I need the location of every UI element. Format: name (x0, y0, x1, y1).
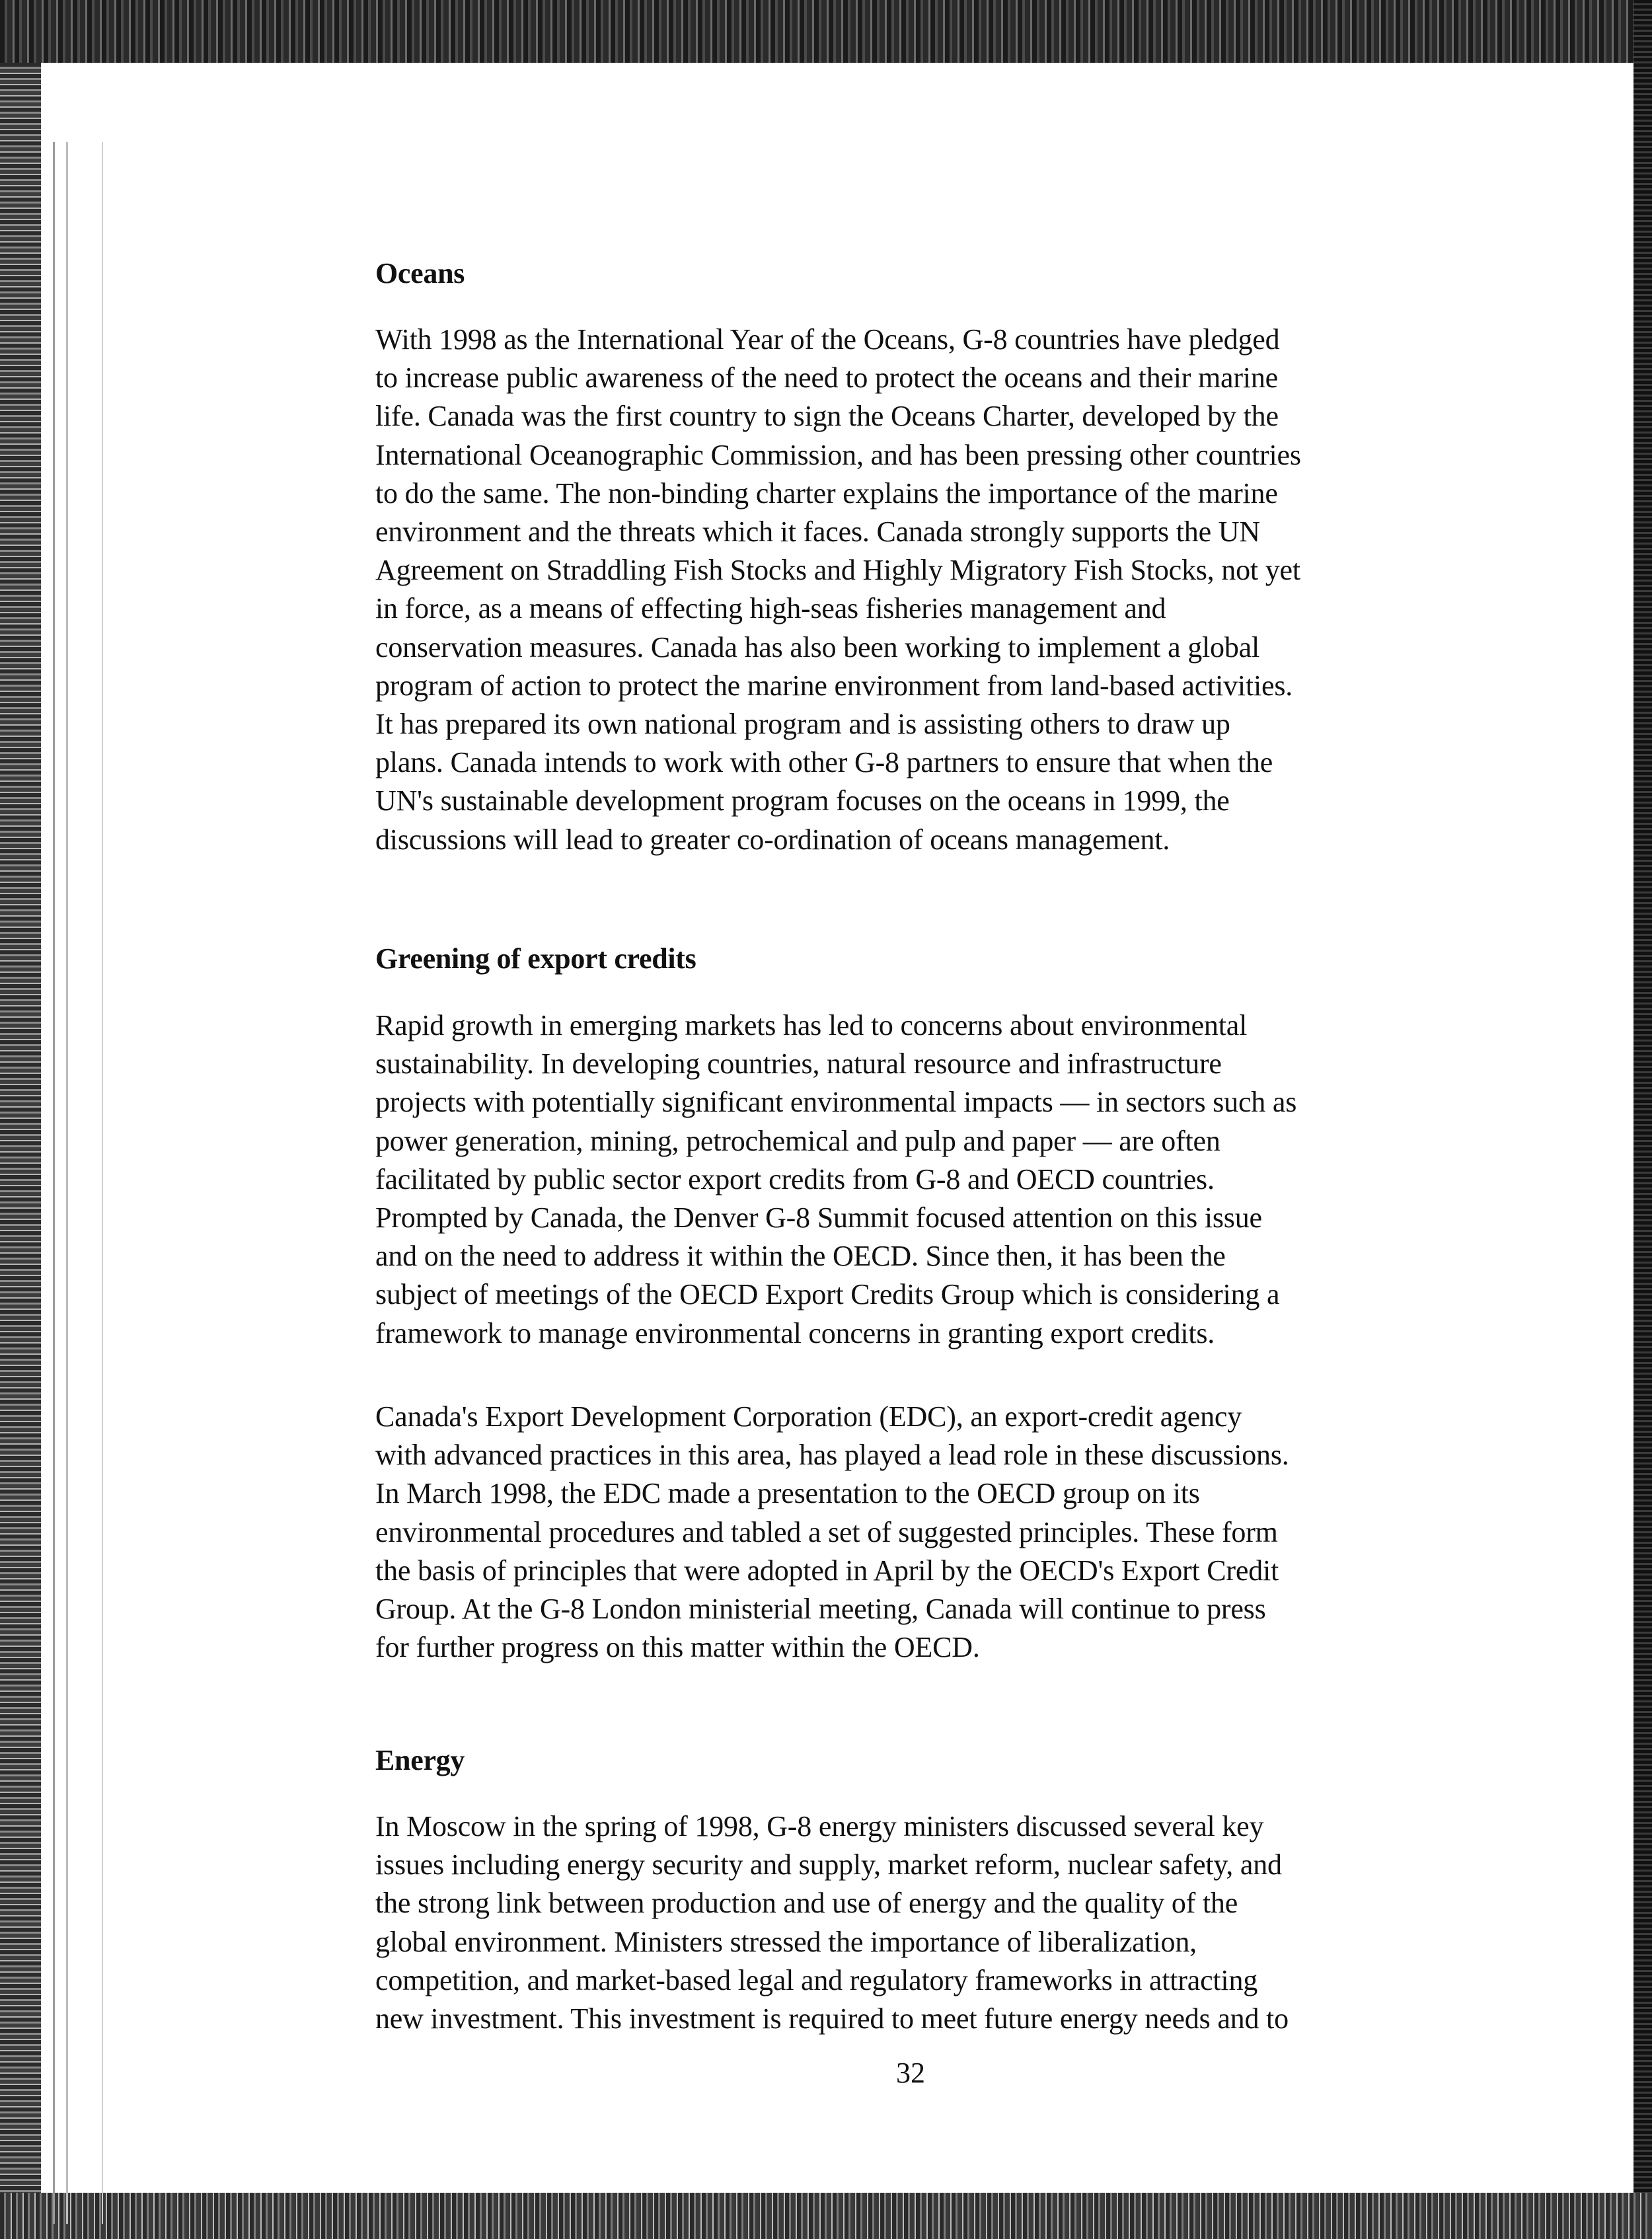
text-line: facilitated by public sector export credits from G-8 and OECD countries. (375, 1162, 1215, 1195)
text-line: for further progress on this matter within the OECD. (375, 1631, 980, 1664)
text-line: With 1998 as the International Year of the Oceans, G-8 countries have pledged (375, 323, 1280, 356)
greening-paragraph-1 (375, 1006, 1296, 1353)
text-line: Canada's Export Development Corporation (EDC), an export-credit agency (375, 1400, 1242, 1433)
text-line: It has prepared its own national program and is assisting others to draw up (375, 708, 1230, 741)
text-line: program of action to protect the marine environment from land-based activities. (375, 669, 1293, 702)
binding-line (66, 142, 68, 2224)
text-line: Agreement on Straddling Fish Stocks and Highly Migratory Fish Stocks, not yet (375, 554, 1300, 587)
text-line: conservation measures. Canada has also been working to implement a global (375, 630, 1260, 664)
text-line: new investment. This investment is required to meet future energy needs and to (375, 2002, 1289, 2035)
text-line: competition, and market-based legal and regulatory frameworks in attracting (375, 1963, 1258, 1996)
text-line: environment and the threats which it faces. Canada strongly supports the UN (375, 515, 1260, 549)
text-line: life. Canada was the first country to sign the Oceans Charter, developed by the (375, 400, 1279, 433)
text-line: Rapid growth in emerging markets has led to concerns about environmental (375, 1009, 1248, 1042)
text-line: discussions will lead to greater co-ordination of oceans management. (375, 823, 1170, 856)
text-line: to increase public awareness of the need to protect the oceans and their marine (375, 361, 1278, 395)
scan-edge-right (1633, 0, 1652, 2239)
text-line: UN's sustainable development program focuses on the oceans in 1999, the (375, 784, 1230, 817)
text-line: the strong link between production and use of energy and the quality of the (375, 1887, 1238, 1920)
text-line: environmental procedures and tabled a set of suggested principles. These form (375, 1515, 1278, 1548)
text-line: Prompted by Canada, the Denver G-8 Summit focused attention on this issue (375, 1201, 1262, 1234)
text-line: issues including energy security and supply, market reform, nuclear safety, and (375, 1848, 1282, 1881)
text-line: in force, as a means of effecting high-seas fisheries management and (375, 592, 1166, 625)
text-line: with advanced practices in this area, has played a lead role in these discussions. (375, 1439, 1289, 1472)
text-line: subject of meetings of the OECD Export Credits Group which is considering a (375, 1278, 1280, 1311)
scan-edge-left (0, 63, 41, 2204)
text-line: In Moscow in the spring of 1998, G-8 energy ministers discussed several key (375, 1810, 1264, 1842)
text-line: In March 1998, the EDC made a presentation to the OECD group on its (375, 1477, 1200, 1510)
text-line: Group. At the G-8 London ministerial meeting, Canada will continue to press (375, 1593, 1266, 1626)
scan-edge-top (0, 0, 1652, 63)
text-line: global environment. Ministers stressed the importance of liberalization, (375, 1925, 1197, 1958)
section-heading-energy: Energy (375, 1744, 465, 1776)
greening-paragraph-2 (375, 1398, 1289, 1667)
text-line: projects with potentially significant environmental impacts — in sectors such as (375, 1086, 1297, 1119)
text-line: framework to manage environmental concerns in granting export credits. (375, 1316, 1215, 1349)
text-line: to do the same. The non-binding charter explains the importance of the marine (375, 476, 1278, 510)
text-line: power generation, mining, petrochemical and pulp and paper — are often (375, 1124, 1220, 1157)
text-line: International Oceanographic Commission, and has been pressing other countries (375, 438, 1301, 471)
oceans-paragraph (375, 321, 1301, 859)
text-line: the basis of principles that were adopted in April by the OECD's Export Credit (375, 1554, 1279, 1587)
text-line: sustainability. In developing countries, natural resource and infrastructure (375, 1047, 1222, 1081)
section-heading-oceans: Oceans (375, 257, 465, 289)
page-number: 32 (896, 2057, 925, 2089)
energy-paragraph (375, 1807, 1289, 2038)
binding-line (53, 142, 55, 2224)
binding-line (102, 142, 103, 2224)
section-heading-greening-export-credits: Greening of export credits (375, 942, 696, 975)
text-line: and on the need to address it within the OECD. Since then, it has been the (375, 1240, 1226, 1273)
scan-edge-bottom (0, 2193, 1652, 2239)
text-line: plans. Canada intends to work with other G-8 partners to ensure that when the (375, 746, 1273, 779)
